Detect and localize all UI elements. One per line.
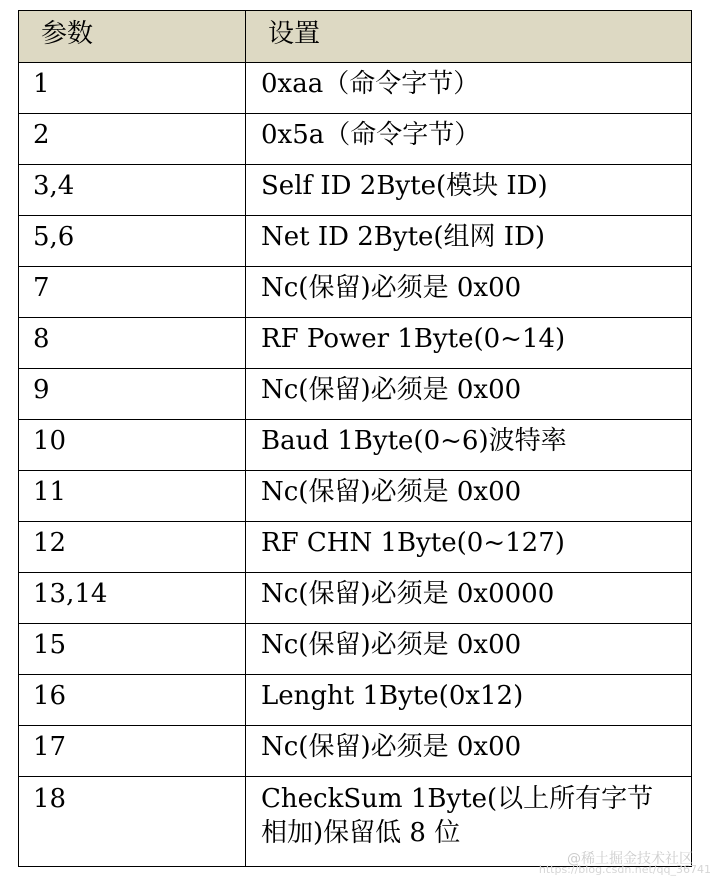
param-cell: 5,6 [19,216,246,267]
setting-cell: 0x5a（命令字节） [246,114,692,165]
table-row [19,573,692,624]
param-cell: 13,14 [19,573,246,624]
param-cell: 2 [19,114,246,165]
table-row [19,267,692,318]
param-cell: 16 [19,675,246,726]
setting-cell: Nc(保留)必须是 0x00 [246,267,692,318]
setting-cell: Nc(保留)必须是 0x00 [246,369,692,420]
table-row [19,726,692,777]
setting-cell: Nc(保留)必须是 0x0000 [246,573,692,624]
table-row [19,675,692,726]
setting-cell: Lenght 1Byte(0x12) [246,675,692,726]
table-row [19,369,692,420]
table-row [19,624,692,675]
param-cell: 1 [19,63,246,114]
param-cell: 7 [19,267,246,318]
param-cell: 10 [19,420,246,471]
setting-cell: Nc(保留)必须是 0x00 [246,726,692,777]
param-cell: 15 [19,624,246,675]
table-header-row [19,11,692,63]
setting-cell: 0xaa（命令字节） [246,63,692,114]
param-cell: 9 [19,369,246,420]
param-cell: 17 [19,726,246,777]
table-row [19,420,692,471]
setting-cell: RF Power 1Byte(0~14) [246,318,692,369]
setting-cell: Nc(保留)必须是 0x00 [246,471,692,522]
column-header-param: 参数 [19,11,246,63]
column-header-setting: 设置 [246,11,692,63]
param-cell: 12 [19,522,246,573]
table-row [19,522,692,573]
param-cell: 18 [19,777,246,867]
setting-cell: Net ID 2Byte(组网 ID) [246,216,692,267]
table-row [19,63,692,114]
param-cell: 11 [19,471,246,522]
table-row [19,114,692,165]
param-cell: 8 [19,318,246,369]
setting-cell: CheckSum 1Byte(以上所有字节相加)保留低 8 位 [246,777,692,867]
setting-cell: Baud 1Byte(0~6)波特率 [246,420,692,471]
watermark-text: @稀土掘金技术社区 [567,851,693,867]
table-row [19,471,692,522]
table-row [19,165,692,216]
setting-cell: Nc(保留)必须是 0x00 [246,624,692,675]
parameter-settings-table [18,10,692,867]
watermark-url: https://blog.csdn.net/qq_36741 [538,863,711,876]
setting-cell: RF CHN 1Byte(0~127) [246,522,692,573]
setting-cell: Self ID 2Byte(模块 ID) [246,165,692,216]
table-row [19,216,692,267]
table-row [19,318,692,369]
param-cell: 3,4 [19,165,246,216]
